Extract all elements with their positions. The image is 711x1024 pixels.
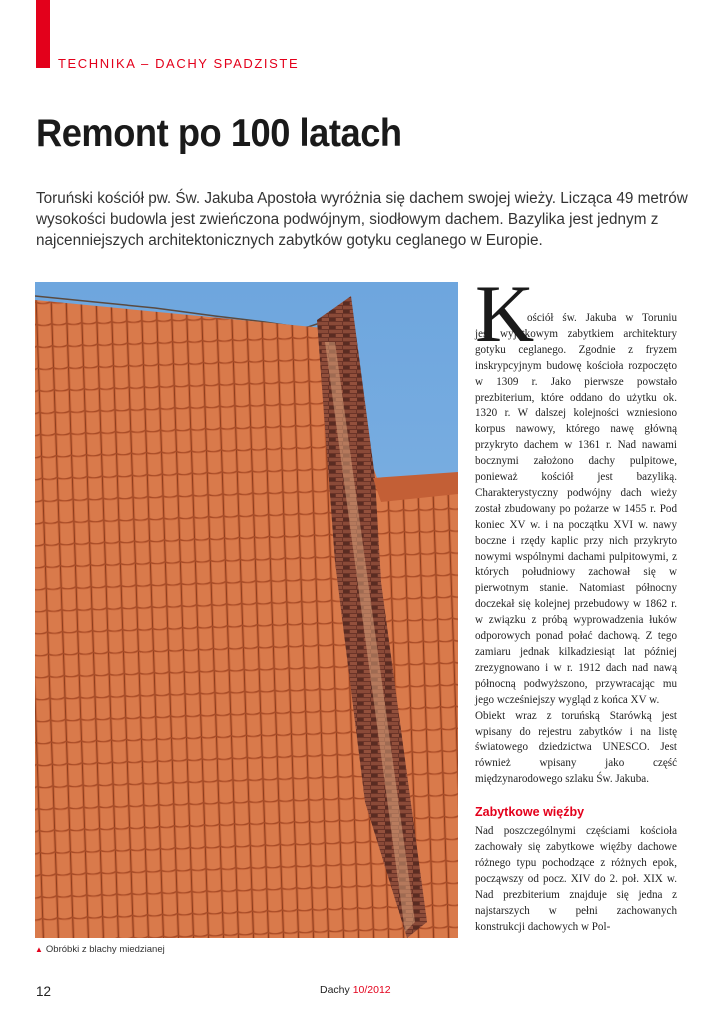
subheading: Zabytkowe więźby [475, 805, 585, 820]
section-accent-bar [36, 0, 50, 68]
triangle-marker-icon: ▲ [35, 945, 43, 954]
article-lead: Toruński kościół pw. Św. Jakuba Apostoła wyróżnia się dachem swojej wieży. Licząca 49 metrów wysokości budowla jest zwieńczona podwójnym, siodłowym dachem. Bazylika jest jednym z najcenniejszych architektonicznych zabytków gotyku ceglanego w Europie. [36, 190, 688, 249]
body-paragraph-3: Nad poszczególnymi częściami kościoła zachowały się zabytkowe więźby dachowe różnego typu pochodzące z różnych epok, począwszy od pocz. XIV do 2. poł. XIX w. Nad prezbiterium znajduje się jedna z najstarszych w pełni zachowanych konstrukcji dachowych w Pol- [475, 825, 677, 933]
footer-issue: 10/2012 [352, 984, 391, 996]
footer-magazine: Dachy 10/2012 [320, 984, 391, 996]
article-body [475, 268, 677, 935]
page-number: 12 [36, 984, 52, 999]
body-paragraph-2: Obiekt wraz z toruńską Starówką jest wpisany do rejestru zabytków i na listę światowego dziedzictwa UNESCO. Jest również wpisany jako część międzynarodowego szlaku Św. Jakuba. [475, 709, 677, 786]
roof-photo [35, 282, 458, 938]
photo-caption: ▲ Obróbki z blachy miedzianej [35, 944, 165, 955]
body-first-line: ościół św. Jakuba w Toruniu [527, 312, 677, 324]
body-paragraph-1: jest wyjątkowym zabytkiem architektury gotyku ceglanego. Zgodnie z fryzem inskrypcyjnym budowę kościoła rozpoczęto w 1309 r. Jako pierwsze powstało prezbiterium, które oddano do użytku ok. 1320 r. W dalszej kolejności wzniesiono korpus nawowy, którego nawę główną przykryto dachem w 1361 r. Nad nawami bocznymi założono dachy pulpitowe, ponieważ kościół jest bazyliką. Charakterystyczny podwójny dach wieży został zbudowany po pożarze w 1455 r. Pod koniec XV w. i na początku XVI w. nawy boczne i rzędy kaplic przy nich przykryto nowymi wspólnymi dachami pulpitowymi, z których południowy zachował się w pierwotnym stanie. Natomiast północny doczekał się kolejnej przebudowy w 1862 r. w związku z próbą wyprowadzenia łuków odporowych ponad połać dachową. Z tego zamiaru jednak kilkadziesiąt lat później zrezygnowano i w r. 1912 dach nad nawą północną podwyższono, przywracając mu jego wcześniejszy wygląd z końca XV w. [475, 327, 677, 706]
dropcap: K [475, 268, 535, 359]
article-title: Remont po 100 latach [36, 112, 402, 155]
section-label: TECHNIKA – DACHY SPADZISTE [58, 56, 300, 71]
